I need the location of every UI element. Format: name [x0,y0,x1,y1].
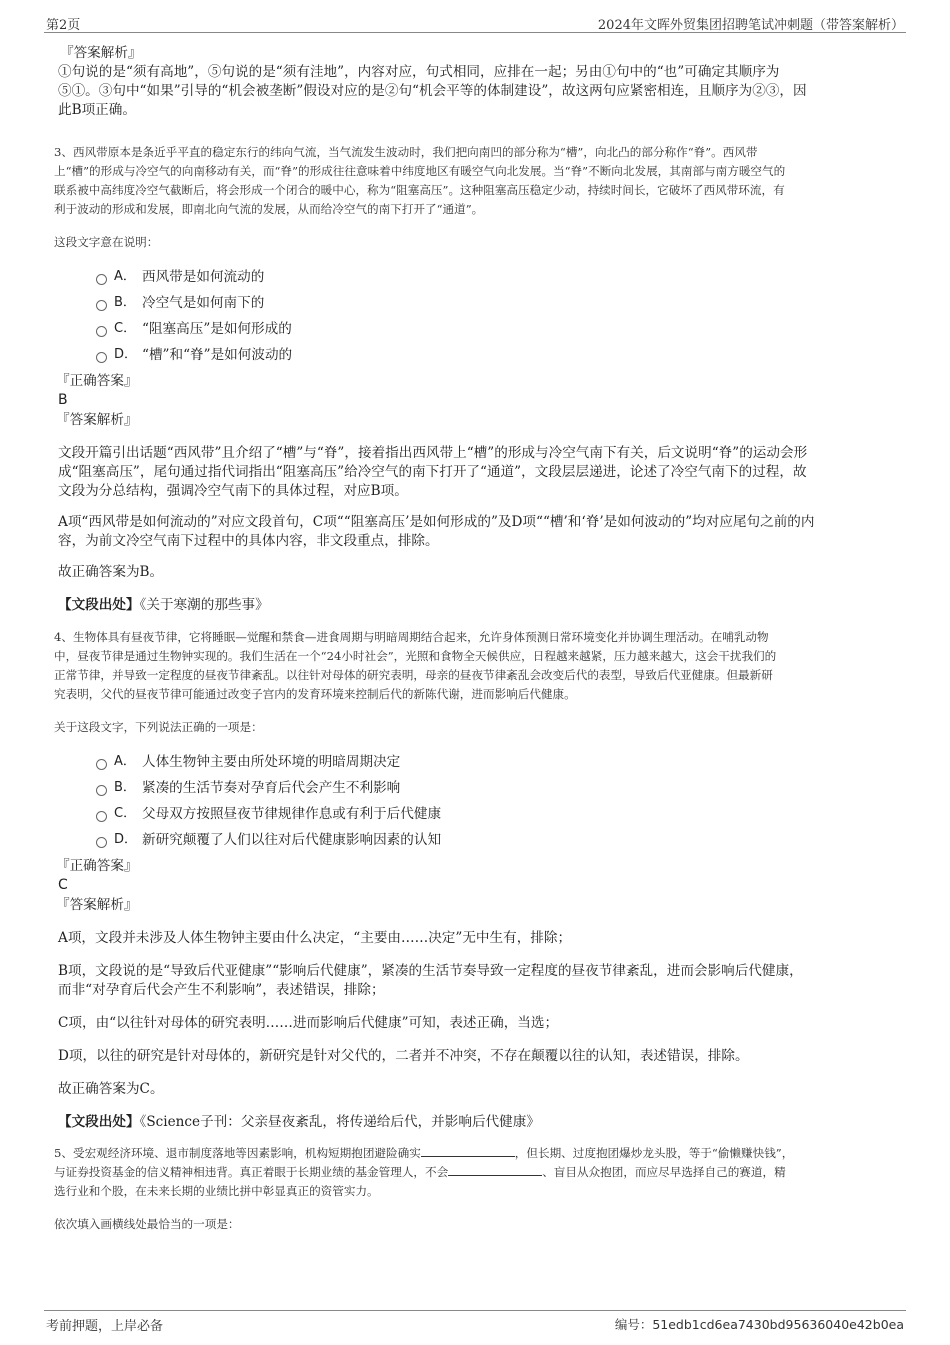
analysis-text: B项，文段说的是“导致后代亚健康”“影响后代健康”，紧凑的生活节奏导致一定程度的昼夜节律紊乱，进而会影响后代健康， [58,963,803,979]
question-stem [54,1163,900,1182]
question-stem: 联系被中高纬度冷空气截断后，将会形成一个闭合的暖中心，称为“阻塞高压”。这种阻塞高压稳定少动，持续时间长，它破坏了西风带环流，有 [54,183,785,197]
option-letter: C． [114,321,137,336]
option-a[interactable] [96,264,900,290]
radio-icon[interactable] [96,352,107,363]
option-c[interactable] [96,316,900,342]
q2-analysis [58,44,900,120]
analysis-text: 文段为分总结构，强调冷空气南下的具体过程，对应B项。 [58,483,408,499]
radio-icon[interactable] [96,326,107,337]
analysis-text: 容，为前文冷空气南下过程中的具体内容，非文段重点，排除。 [58,533,439,549]
option-letter: A． [114,754,136,769]
correct-answer: C [58,877,68,893]
question-prompt: 关于这段文字，下列说法正确的一项是： [54,720,263,734]
analysis-text: A项，文段并未涉及人体生物钟主要由什么决定，“主要由……决定”无中生有，排除； [58,930,572,946]
stem-text: 5、受宏观经济环境、退市制度落地等因素影响，机构短期抱团避险确实 [54,1146,421,1160]
analysis-text: C项，由“以往针对母体的研究表明……进而影响后代健康”可知，表述正确，当选； [58,1015,559,1031]
analysis-text: D项，以往的研究是针对母体的，新研究是针对父代的，二者并不冲突，不存在颠覆以往的认知，表述错误，排除。 [58,1048,749,1064]
document-body [56,44,900,1234]
source-text: 《Science子刊：父亲昼夜紊乱，将传递给后代，并影响后代健康》 [139,1114,540,1130]
option-a[interactable] [96,749,900,775]
footer-slogan: 考前押题，上岸必备 [46,1319,164,1334]
final-answer: 故正确答案为B。 [58,564,164,580]
option-text: 人体生物钟主要由所处环境的明暗周期决定 [142,754,401,770]
analysis-label: 『答案解析』 [60,45,142,61]
option-c[interactable] [96,801,900,827]
option-text: 新研究颠覆了人们以往对后代健康影响因素的认知 [142,832,442,848]
stem-text: 、盲目从众抱团，而应尽早选择自己的赛道，精 [542,1165,786,1179]
option-letter: B． [114,780,136,795]
analysis-body [58,929,900,1132]
source [58,596,900,615]
question-stem: 中，昼夜节律是通过生物钟实现的。我们生活在一个“24小时社会”，光照和食物全天候供应，日程越来越紧，压力越来越大，这会干扰我们的 [54,649,777,663]
radio-icon[interactable] [96,300,107,311]
analysis-text: ⑤①。③句中“如果”引导的“机会被垄断”假设对应的是②句“机会平等的体制建设”，故这两句应紧密相连，且顺序为②③，因 [58,83,807,99]
fill-blank-1 [421,1144,515,1157]
analysis-text: 文段开篇引出话题“西风带”且介绍了“槽”与“脊”，接着指出西风带上“槽”的形成与冷空气南下有关，后文说明“脊”的运动会形 [58,445,808,461]
option-d[interactable] [96,342,900,368]
option-text: “槽”和“脊”是如何波动的 [142,347,293,363]
option-d[interactable] [96,827,900,853]
document-id: 编号：51edb1cd6ea7430bd95636040e42b0ea [614,1317,904,1332]
radio-icon[interactable] [96,274,107,285]
radio-icon[interactable] [96,785,107,796]
correct-answer-label: 『正确答案』 [56,373,138,389]
stem-text: 与证券投资基金的信义精神相违背。真正着眼于长期业绩的基金管理人，不会 [54,1165,449,1179]
radio-icon[interactable] [96,759,107,770]
question-stem [54,1144,900,1163]
question-stem: 3、西风带原本是条近乎平直的稳定东行的纬向气流，当气流发生波动时，我们把向南凹的部分称为“槽”，向北凸的部分称作“脊”。西风带 [54,145,758,159]
correct-answer-label: 『正确答案』 [56,858,138,874]
option-letter: B． [114,295,136,310]
question-stem: 4、生物体具有昼夜节律，它将睡眠—觉醒和禁食—进食周期与明暗周期结合起来，允许身体预测日常环境变化并协调生理活动。在哺乳动物 [54,630,769,644]
final-answer: 故正确答案为C。 [58,1081,164,1097]
option-letter: A． [114,269,136,284]
source-label: 【文段出处】 [58,597,140,613]
analysis-text: 成“阻塞高压”，尾句通过指代词指出“阻塞高压”给冷空气的南下打开了“通道”，文段层层递进，论述了冷空气南下的过程，故 [58,464,807,480]
question-stem: 正常节律，并导致一定程度的昼夜节律紊乱。以往针对母体的研究表明，母亲的昼夜节律紊乱会改变后代的表型，导致后代亚健康。但最新研 [54,668,773,682]
question-4 [56,628,900,1132]
question-3 [56,143,900,615]
option-b[interactable] [96,290,900,316]
document-title: 2024年文晖外贸集团招聘笔试冲刺题（带答案解析） [597,18,904,33]
analysis-text: 而非“对孕育后代会产生不利影响”，表述错误，排除； [58,982,385,998]
stem-text: ，但长期、过度抱团爆炒龙头股，等于“偷懒赚快钱”， [514,1146,794,1160]
analysis-text: ①句说的是“须有高地”，⑤句说的是“须有洼地”，内容对应，句式相同，应排在一起；另由①句中的“也”可确定其顺序为 [58,64,780,80]
option-text: 西风带是如何流动的 [142,269,265,285]
option-letter: C． [114,806,137,821]
question-prompt: 依次填入画横线处最恰当的一项是： [54,1217,240,1231]
question-prompt: 这段文字意在说明： [54,235,159,249]
question-stem: 上“槽”的形成与冷空气的向南移动有关，而“脊”的形成往往意味着中纬度地区有暖空气向北发展。当“脊”不断向北发展，其南部与南方暖空气的 [54,164,786,178]
page-header [44,12,906,33]
question-5 [56,1144,900,1234]
option-text: 父母双方按照昼夜节律规律作息或有利于后代健康 [142,806,442,822]
question-stem: 选行业和个股，在未来长期的业绩比拼中彰显真正的资管实力。 [54,1184,379,1198]
analysis-body [58,444,900,615]
analysis-label: 『答案解析』 [56,897,138,913]
fill-blank-2 [448,1163,542,1176]
analysis-text: A项“西风带是如何流动的”对应文段首句，C项““阻塞高压’是如何形成的”及D项““槽’和‘脊’是如何波动的”均对应尾句之前的内 [58,514,815,530]
analysis-label: 『答案解析』 [56,412,138,428]
correct-answer: B [58,392,68,408]
option-letter: D． [114,832,138,847]
question-stem: 利于波动的形成和发展，即南北向气流的发展，从而给冷空气的南下打开了“通道”。 [54,202,484,216]
option-text: “阻塞高压”是如何形成的 [142,321,292,337]
option-text: 冷空气是如何南下的 [142,295,265,311]
page-footer [44,1310,906,1335]
radio-icon[interactable] [96,811,107,822]
radio-icon[interactable] [96,837,107,848]
source [58,1113,900,1132]
source-text: 《关于寒潮的那些事》 [139,597,269,613]
option-text: 紧凑的生活节奏对孕育后代会产生不利影响 [142,780,401,796]
source-label: 【文段出处】 [58,1114,140,1130]
page-number: 第2页 [46,18,81,33]
option-b[interactable] [96,775,900,801]
option-letter: D． [114,347,138,362]
analysis-text: 此B项正确。 [58,102,136,118]
question-stem: 究表明，父代的昼夜节律可能通过改变子宫内的发育环境来控制后代的新陈代谢，进而影响后代健康。 [54,687,576,701]
